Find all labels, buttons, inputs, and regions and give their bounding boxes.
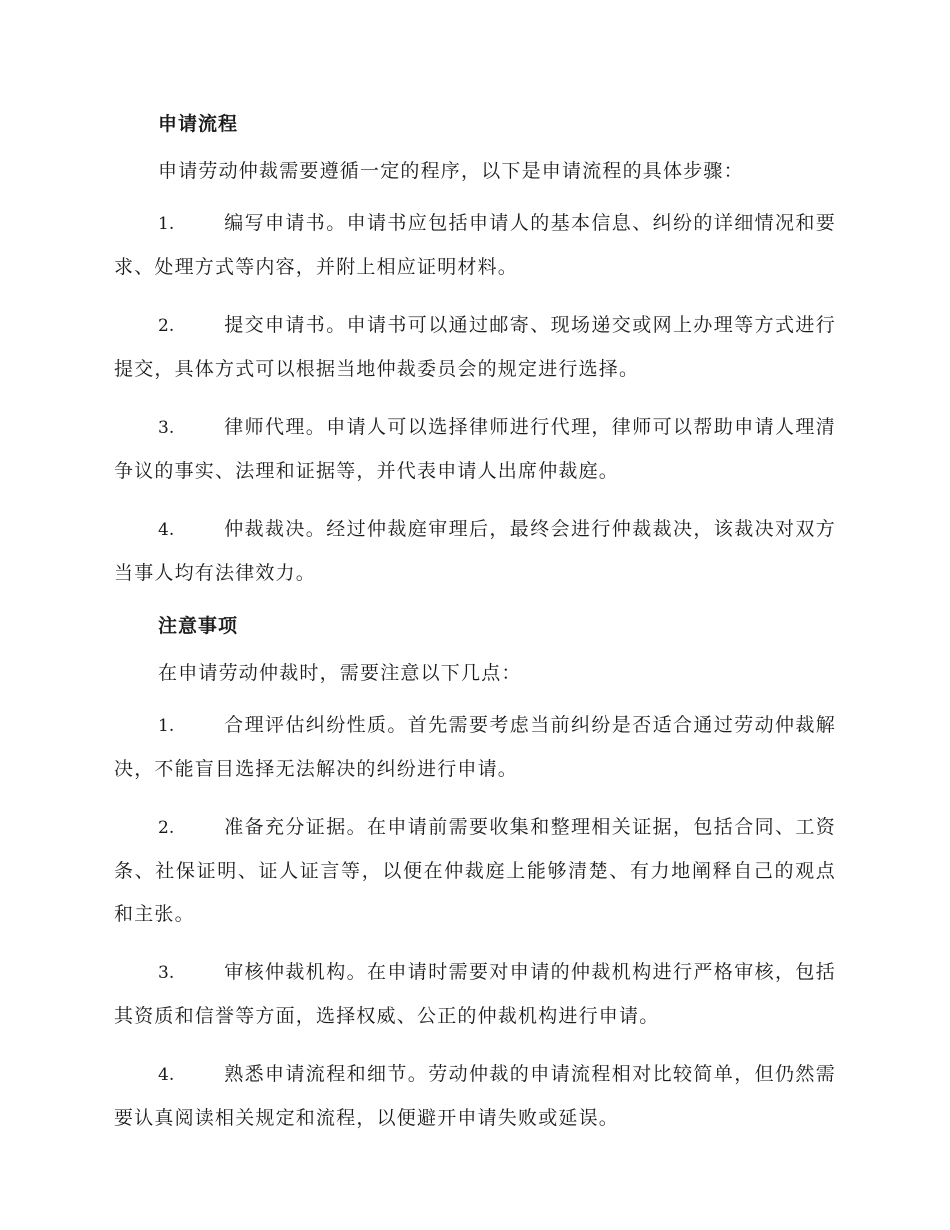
list-item-text: 编写申请书。申请书应包括申请人的基本信息、纠纷的详细情况和要求、处理方式等内容，并附上相应证明材料。: [114, 212, 836, 278]
section-intro: 在申请劳动仲裁时，需要注意以下几点：: [158, 662, 522, 684]
section-heading-application-process: 申请流程: [158, 113, 239, 135]
document-page: [114, 108, 836, 1155]
section-heading-notes: 注意事项: [158, 615, 239, 637]
list-item-number: 4.: [158, 520, 175, 540]
section-notes: [114, 610, 836, 1140]
list-item: [114, 202, 836, 289]
list-item: [114, 508, 836, 595]
list-item-number: 3.: [158, 418, 175, 438]
list-item-number: 2.: [158, 316, 175, 336]
list-item-text: 律师代理。申请人可以选择律师进行代理，律师可以帮助申请人理清争议的事实、法理和证据等，并代表申请人出席仲裁庭。: [114, 416, 836, 482]
list-item-text: 熟悉申请流程和细节。劳动仲裁的申请流程相对比较简单，但仍然需要认真阅读相关规定和流程，以便避开申请失败或延误。: [114, 1063, 836, 1129]
list-item: [114, 406, 836, 493]
list-item-number: 2.: [158, 818, 175, 838]
list-item: [114, 704, 836, 791]
list-item-text: 准备充分证据。在申请前需要收集和整理相关证据，包括合同、工资条、社保证明、证人证言等，以便在仲裁庭上能够清楚、有力地阐释自己的观点和主张。: [114, 816, 836, 925]
list-item-text: 审核仲裁机构。在申请时需要对申请的仲裁机构进行严格审核，包括其资质和信誉等方面，选择权威、公正的仲裁机构进行申请。: [114, 961, 836, 1027]
list-item: [114, 951, 836, 1038]
list-item-text: 提交申请书。申请书可以通过邮寄、现场递交或网上办理等方式进行提交，具体方式可以根据当地仲裁委员会的规定进行选择。: [114, 314, 836, 380]
list-item-text: 仲裁裁决。经过仲裁庭审理后，最终会进行仲裁裁决，该裁决对双方当事人均有法律效力。: [114, 518, 836, 584]
list-item-number: 1.: [158, 214, 175, 234]
list-item-number: 3.: [158, 963, 175, 983]
list-item-number: 4.: [158, 1065, 175, 1085]
section-intro: 申请劳动仲裁需要遵循一定的程序，以下是申请流程的具体步骤：: [158, 160, 744, 182]
list-item: [114, 806, 836, 936]
list-item-number: 1.: [158, 716, 175, 736]
list-item: [114, 304, 836, 391]
list-item-text: 合理评估纠纷性质。首先需要考虑当前纠纷是否适合通过劳动仲裁解决，不能盲目选择无法解决的纠纷进行申请。: [114, 714, 836, 780]
list-item: [114, 1053, 836, 1140]
